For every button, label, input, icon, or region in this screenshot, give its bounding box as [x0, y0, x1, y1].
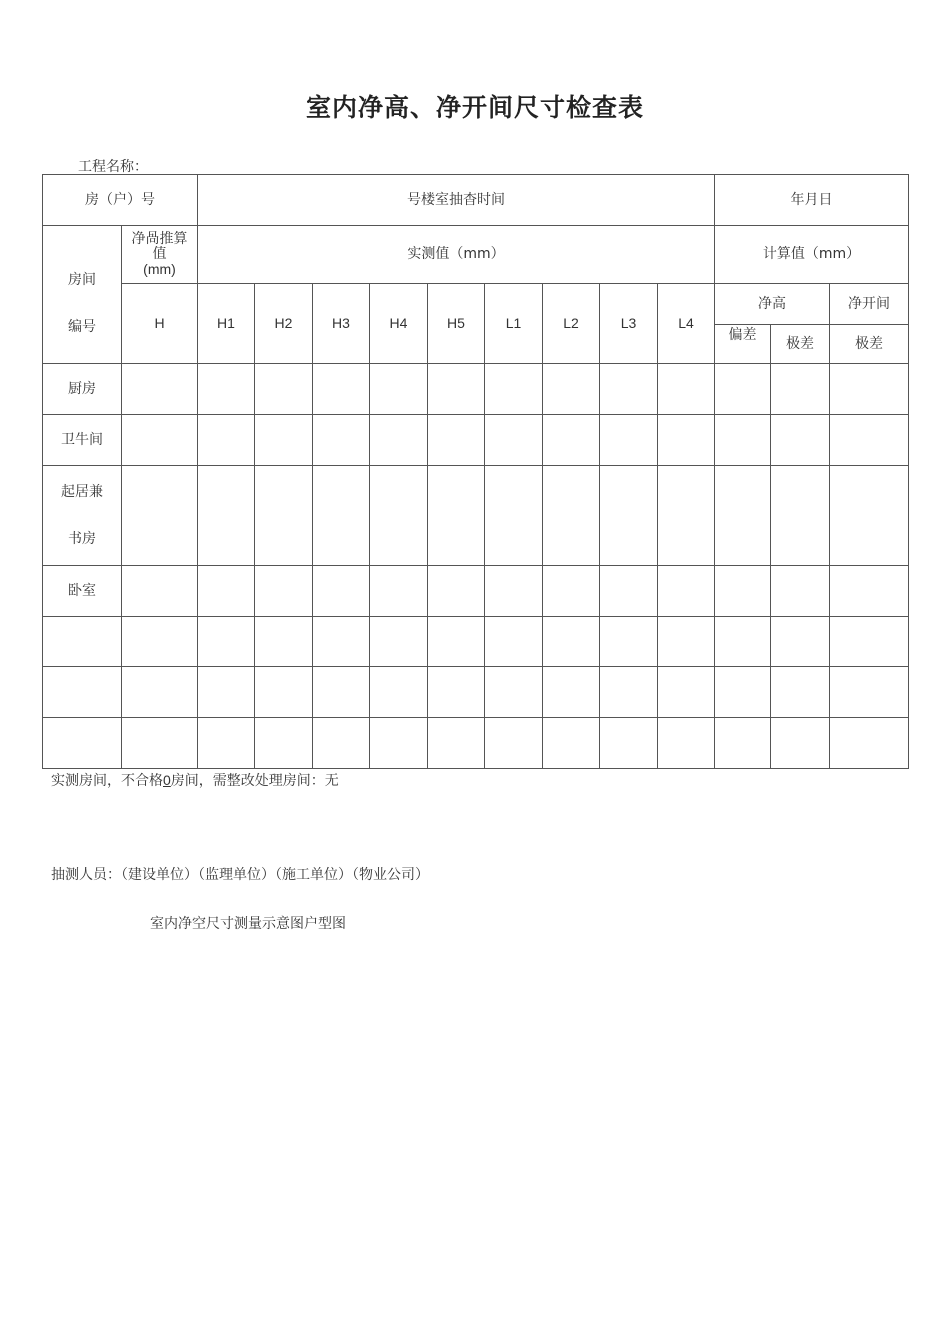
room-living-study-line2: 书房: [68, 530, 96, 547]
header-row-1: [43, 175, 909, 226]
table-row: [43, 617, 909, 667]
estimated-height-line2: 值: [152, 246, 167, 263]
date-header: 年月日: [715, 175, 909, 226]
height-range-header: 极差: [771, 325, 830, 364]
room-empty-1: [43, 617, 122, 667]
estimated-height-header: [122, 226, 198, 284]
project-name-label: 工程名称：: [78, 159, 148, 175]
net-width-header: 净开间: [830, 284, 909, 325]
sampling-personnel: 抽测人员：（建设单位）（监理单位）（施工单位）（物业公司）: [51, 867, 429, 883]
room-id-header: [43, 226, 122, 364]
table-row: [43, 718, 909, 769]
net-height-header: 净高: [715, 284, 830, 325]
col-h1: H1: [198, 284, 255, 364]
col-l4: L4: [658, 284, 715, 364]
room-living-study: [43, 466, 122, 566]
room-living-study-line1: 起居兼: [61, 483, 103, 500]
table-row: [43, 667, 909, 718]
estimated-height-line1: 净咼推算: [131, 231, 188, 248]
room-empty-3: [43, 718, 122, 769]
room-id-header-bottom: 编号: [68, 318, 96, 335]
header-row-3: [43, 284, 909, 325]
room-number-header: 房（户）号: [43, 175, 198, 226]
table-row: [43, 466, 909, 566]
page-title: 室内净高、净开间尺寸检查表: [305, 93, 644, 122]
table-row: [43, 566, 909, 617]
col-l1: L1: [485, 284, 543, 364]
summary-prefix: 实测房间，不合格: [51, 773, 163, 789]
room-kitchen: 厨房: [43, 364, 122, 415]
room-id-header-top: 房间: [68, 271, 96, 288]
table-row: [43, 415, 909, 466]
inspection-summary: [51, 770, 339, 790]
col-h5: H5: [428, 284, 485, 364]
col-h3: H3: [313, 284, 370, 364]
col-h4: H4: [370, 284, 428, 364]
table-row: [43, 364, 909, 415]
room-empty-2: [43, 667, 122, 718]
building-check-time-header: 号楼室抽杳时间: [198, 175, 715, 226]
col-h2: H2: [255, 284, 313, 364]
inspection-table: [42, 174, 909, 769]
room-bathroom: 卫牛间: [43, 415, 122, 466]
deviation-header: 偏差: [715, 325, 771, 364]
width-range-header: 极差: [830, 325, 909, 364]
diagram-caption: 室内净空尺寸测量示意图户型图: [150, 916, 346, 932]
col-l2: L2: [543, 284, 600, 364]
summary-suffix: 房间，需整改处理房间：无: [170, 773, 339, 789]
room-bedroom: 卧室: [43, 566, 122, 617]
col-h: H: [122, 284, 198, 364]
calculated-value-header: 计算值（mm）: [715, 226, 909, 284]
measured-value-header: 实测值（mm）: [198, 226, 715, 284]
failed-count: 0: [163, 772, 171, 788]
header-row-2: [43, 226, 909, 284]
estimated-height-line3: (mm): [143, 260, 176, 277]
col-l3: L3: [600, 284, 658, 364]
